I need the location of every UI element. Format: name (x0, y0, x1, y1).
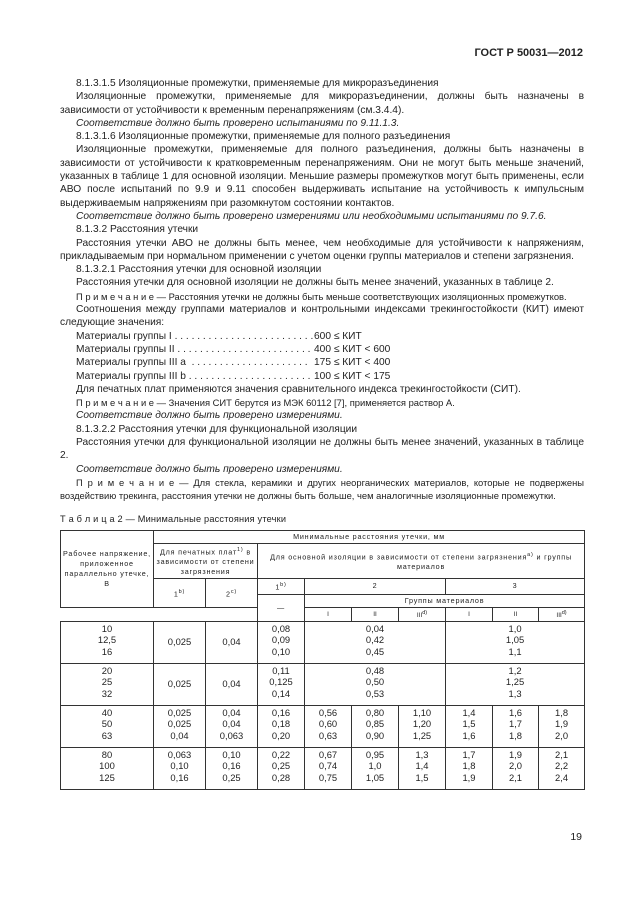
paragraph-italic: Соответствие должно быть проверено измерениями. (76, 463, 343, 475)
cell-deg3-merged: 1,2 1,25 1,3 (446, 663, 585, 705)
cell-deg1: 0,08 0,09 0,10 (258, 621, 305, 663)
paragraph: 8.1.3.2 Расстояния утечки (76, 224, 199, 236)
paragraph-italic: Соответствие должно быть проверено измерениями. (76, 410, 343, 422)
paragraph: Изоляционные промежутки, применяемые для микроразъединении, должны быть назначены в зависимости от устойчивости к временным перенапряжениям (см.3.4.4). (60, 91, 584, 116)
cell-pcb1: 0,025 (154, 621, 206, 663)
note-label: П р и м е ч а н и е (76, 476, 175, 488)
cell-pcb1: 0,063 0,10 0,16 (154, 747, 206, 789)
cell-deg3-III: 1,8 1,9 2,0 (539, 705, 585, 747)
cell-pcb2: 0,04 0,04 0,063 (206, 705, 258, 747)
cell-voltage: 20 25 32 (61, 663, 154, 705)
page-number: 19 (570, 831, 582, 843)
material-value: 175 ≤ КИТ < 400 (314, 357, 391, 369)
material-label: Материалы группы III b . . . . . . . . . . . . . . . . . . . . . . (76, 370, 311, 382)
header-deg3: 3 (446, 579, 585, 594)
material-value: 100 ≤ КИТ < 175 (314, 370, 391, 382)
header-pcb-deg2: 2$^{c)}$ (206, 579, 258, 607)
header-min-distance: Минимальные расстояния утечки, мм (154, 530, 585, 543)
header-pcb: Для печатных плат$^{1)}$ в зависимости от степени загрязнения (154, 543, 258, 578)
note (60, 290, 584, 303)
note-label: П р и м е ч а н и е (76, 290, 155, 302)
material-value: 400 ≤ КИТ < 600 (314, 343, 391, 355)
cell-deg2-I: 0,56 0,60 0,63 (305, 705, 352, 747)
group-II: II (493, 607, 539, 621)
material-row (60, 370, 584, 383)
cell-deg2-III: 1,10 1,20 1,25 (399, 705, 446, 747)
paragraph: Расстояния утечки для функциональной изоляции не должны быть менее значений, указанных в таблице 2. (60, 437, 584, 462)
material-row (60, 343, 584, 356)
cell-deg1: 0,11 0,125 0,14 (258, 663, 305, 705)
cell-deg1: 0,16 0,18 0,20 (258, 705, 305, 747)
material-label: Материалы группы III a . . . . . . . . . . . . . . . . . . . . . (76, 357, 308, 369)
paragraph: Соотношения между группами материалов и контрольными индексами трекингостойкости (КИТ) имеют следующие значения: (60, 304, 584, 329)
cell-pcb1: 0,025 (154, 663, 206, 705)
paragraph: Расстояния утечки АВО не должны быть менее, чем необходимые для устойчивости к напряжениям, прикладываемым при нормальном применении с учетом оценки группы материалов и степени загрязнения. (60, 237, 584, 262)
table-row (61, 705, 585, 747)
paragraph: Расстояния утечки для основной изоляции не должны быть менее значений, указанных в таблице 2. (76, 277, 554, 289)
paragraph-italic: Соответствие должно быть проверено испытаниями по 9.11.1.3. (76, 117, 400, 129)
note (60, 396, 584, 409)
paragraph: 8.1.3.1.5 Изоляционные промежутки, применяемые для микроразъединения (76, 78, 439, 89)
cell-deg3-II: 1,9 2,0 2,1 (493, 747, 539, 789)
document-header: ГОСТ Р 50031—2012 (474, 47, 583, 59)
group-II: II (352, 607, 399, 621)
material-row (60, 356, 584, 369)
cell-deg3-I: 1,7 1,8 1,9 (446, 747, 493, 789)
cell-deg2-I: 0,67 0,74 0,75 (305, 747, 352, 789)
group-III: III$^{d)}$ (399, 607, 446, 621)
group-III: III$^{d)}$ (539, 607, 585, 621)
cell-pcb1: 0,025 0,025 0,04 (154, 705, 206, 747)
table-row (61, 747, 585, 789)
table-row (61, 663, 585, 705)
group-I: I (446, 607, 493, 621)
material-label: Материалы группы II . . . . . . . . . . . . . . . . . . . . . . . . (76, 343, 311, 355)
group-I: I (305, 607, 352, 621)
cell-pcb2: 0,04 (206, 663, 258, 705)
paragraph: 8.1.3.1.6 Изоляционные промежутки, применяемые для полного разъединения (76, 131, 451, 143)
cell-deg3-merged: 1,0 1,05 1,1 (446, 621, 585, 663)
creepage-table (60, 530, 585, 790)
note-text: — Для стекла, керамики и других неорганических материалов, которые не подвержены воздействию трекинга, расстояния утечки не должны быть больше, чем аналогичные изоляционные промежутки. (60, 476, 584, 502)
note-text: — Значения СИТ берутся из МЭК 60112 [7], применяется раствор А. (154, 397, 455, 409)
note (60, 476, 584, 503)
cell-deg2-II: 0,95 1,0 1,05 (352, 747, 399, 789)
material-value: 600 ≤ КИТ (314, 330, 362, 342)
header-groups: Группы материалов (305, 594, 585, 607)
cell-deg3-III: 2,1 2,2 2,4 (539, 747, 585, 789)
cell-deg1: 0,22 0,25 0,28 (258, 747, 305, 789)
paragraph: 8.1.3.2.2 Расстояния утечки для функциональной изоляции (76, 423, 358, 435)
header-deg2: 2 (305, 579, 446, 594)
cell-pcb2: 0,04 (206, 621, 258, 663)
table-caption: Т а б л и ц а 2 — Минимальные расстояния утечки (60, 513, 287, 524)
cell-voltage: 40 50 63 (61, 705, 154, 747)
paragraph-italic: Соответствие должно быть проверено измерениями или необходимыми испытаниями по 9.7.6. (76, 210, 547, 222)
header-spacer (61, 607, 258, 621)
paragraph: Изоляционные промежутки, применяемые для полного разъединения, должны быть назначены в зависимости от устойчивости к кратковременным перенапряжениям. Они не могут быть меньше значений, указанных в таблице 1 для основной изоляции. Меньшие размеры промежутков могут быть применены, если АВО после испытаний по 9.9 и 9.11 способен выдерживать испытание на устойчивость к импульсным выдерживаемым напряжениям при разомкнутом состоянии контактов. (60, 144, 584, 209)
note-label: П р и м е ч а н и е (76, 397, 155, 409)
paragraph: Для печатных плат применяются значения сравнительного индекса трекингостойкости (СИТ). (76, 383, 521, 395)
cell-deg3-I: 1,4 1,5 1,6 (446, 705, 493, 747)
cell-deg2-merged: 0,04 0,42 0,45 (305, 621, 446, 663)
header-pcb-deg1: 1$^{b)}$ (154, 579, 206, 607)
cell-voltage: 10 12,5 16 (61, 621, 154, 663)
note-text: — Расстояния утечки не должны быть меньше соответствующих изоляционных промежутков. (154, 290, 567, 302)
paragraph: 8.1.3.2.1 Расстояния утечки для основной изоляции (76, 264, 322, 276)
cell-voltage: 80 100 125 (61, 747, 154, 789)
document-body (60, 77, 584, 790)
cell-deg3-II: 1,6 1,7 1,8 (493, 705, 539, 747)
header-basic: Для основной изоляции в зависимости от степени загрязнения$^{a)}$ и группы материалов (258, 543, 585, 578)
cell-pcb2: 0,10 0,16 0,25 (206, 747, 258, 789)
header-voltage: Рабочее напряжение, приложенное параллельно утечке, В (61, 530, 154, 607)
cell-deg2-II: 0,80 0,85 0,90 (352, 705, 399, 747)
cell-deg2-III: 1,3 1,4 1,5 (399, 747, 446, 789)
material-label: Материалы группы I . . . . . . . . . . . . . . . . . . . . . . . . . (76, 330, 314, 342)
header-dash: — (258, 594, 305, 621)
header-deg1: 1$^{b)}$ (258, 579, 305, 594)
cell-deg2-merged: 0,48 0,50 0,53 (305, 663, 446, 705)
table-row (61, 621, 585, 663)
material-row (60, 330, 584, 343)
